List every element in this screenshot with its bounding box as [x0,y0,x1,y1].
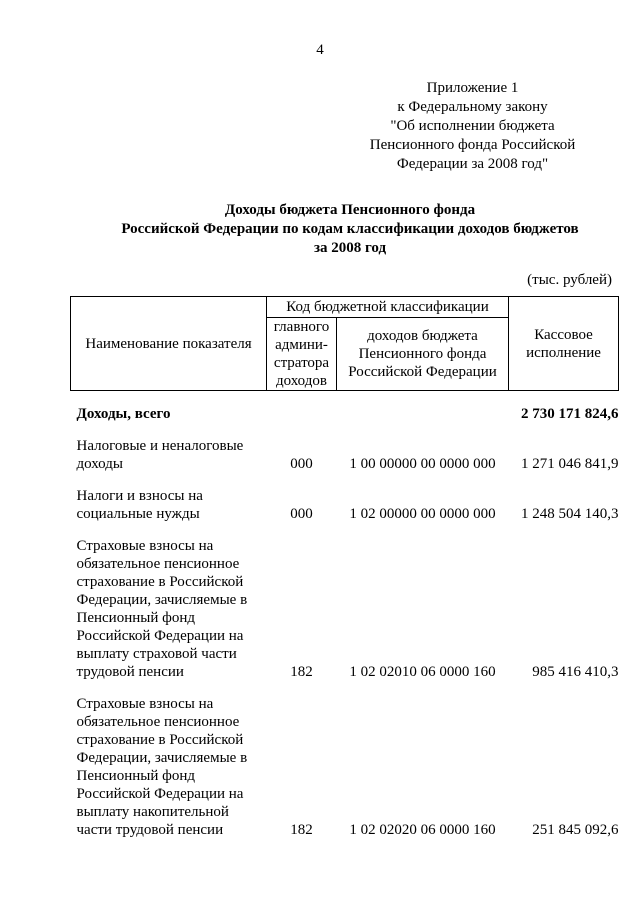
table-body [71,391,619,840]
row-admin [267,405,337,423]
header-admin: главного админи-стратора доходов [267,318,337,391]
header-amount: Кассовое исполнение [509,297,619,391]
table-row [71,695,619,839]
document-title [60,201,640,258]
row-amount: 251 845 092,6 [532,822,619,838]
row-admin: 182 [290,822,313,838]
row-code: 1 00 00000 00 0000 000 [349,456,496,472]
appendix-line: Приложение 1 [426,80,519,96]
row-code: 1 02 00000 00 0000 000 [349,506,496,522]
row-name: Доходы, всего [76,406,171,422]
row-name: Страховые взносы на обязательное пенсионное страхование в Российской Федерации, зачисляемые в Пенсионный фонд Российской Федерации на выплату страховой части трудовой пенсии [76,538,248,680]
appendix-line: "Об исполнении бюджета [390,118,555,134]
table-row [71,405,619,423]
title-line: Доходы бюджета Пенсионного фонда [224,202,476,218]
row-amount: 2 730 171 824,6 [521,406,619,422]
title-line: Российской Федерации по кодам классификации доходов бюджетов [121,221,579,237]
row-code: 1 02 02010 06 0000 160 [349,664,496,680]
table-header [71,297,619,391]
header-income-code: доходов бюджета Пенсионного фонда Российской Федерации [337,318,509,391]
appendix-line: к Федеральному закону [397,99,548,115]
table-row [71,487,619,523]
row-code: 1 02 02020 06 0000 160 [349,822,496,838]
row-name: Налоговые и неналоговые доходы [76,438,244,472]
units-label: (тыс. рублей) [527,272,612,288]
header-budget-code: Код бюджетной классификации [267,297,509,318]
appendix-line: Пенсионного фонда Российской [369,137,576,153]
appendix-note [330,79,615,174]
table-row [71,437,619,473]
row-admin: 000 [290,506,313,522]
header-name: Наименование показателя [71,297,267,391]
row-name: Страховые взносы на обязательное пенсионное страхование в Российской Федерации, зачисляемые в Пенсионный фонд Российской Федерации на выплату накопительной части трудовой пенсии [76,696,248,838]
revenue-table [70,296,619,839]
row-admin: 182 [290,664,313,680]
row-amount: 1 271 046 841,9 [521,456,619,472]
appendix-line: Федерации за 2008 год" [396,156,549,172]
row-amount: 1 248 504 140,3 [521,506,619,522]
table-row [71,537,619,681]
row-name: Налоги и взносы на социальные нужды [76,488,203,522]
page-number: 4 [316,42,324,58]
row-amount: 985 416 410,3 [532,664,619,680]
row-code [337,405,509,423]
title-line: за 2008 год [313,240,387,256]
row-admin: 000 [290,456,313,472]
